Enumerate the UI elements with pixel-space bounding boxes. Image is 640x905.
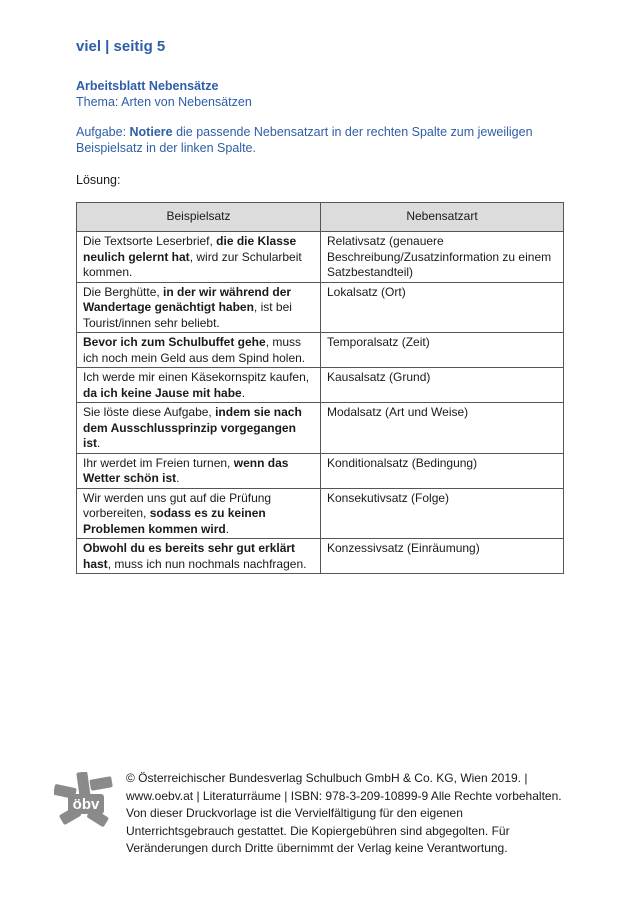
main-clause-text: . bbox=[176, 471, 180, 485]
solution-label: Lösung: bbox=[76, 173, 121, 187]
table-row bbox=[77, 488, 564, 539]
main-clause-text: Wir werden uns gut auf die Prüfung vorbereiten, bbox=[83, 490, 272, 520]
main-clause-text: , muss ich noch mein Geld aus dem Spind holen. bbox=[83, 335, 306, 365]
task-rest: die passende Nebensatzart in der rechten Spalte zum jeweiligen Beispielsatz in der linken Spalte. bbox=[76, 125, 533, 155]
worksheet-topic: Thema: Arten von Nebensätzen bbox=[76, 95, 252, 109]
example-sentence-cell bbox=[77, 539, 321, 574]
task-verb: Notiere bbox=[129, 125, 173, 139]
clause-type-cell: Modalsatz (Art und Weise) bbox=[321, 403, 564, 454]
main-clause-text: Ihr werdet im Freien turnen, bbox=[83, 455, 234, 470]
example-sentence-cell bbox=[77, 488, 321, 539]
clause-type-cell: Kausalsatz (Grund) bbox=[321, 368, 564, 403]
subordinate-clause: indem sie nach dem Ausschlussprinzip vorgegangen ist bbox=[83, 405, 302, 450]
worksheet-title: Arbeitsblatt Nebensätze bbox=[76, 79, 219, 93]
clause-type-cell: Konsekutivsatz (Folge) bbox=[321, 488, 564, 539]
subordinate-clause: sodass es zu keinen Problemen kommen wird bbox=[83, 506, 266, 536]
main-clause-text: , wird zur Schularbeit kommen. bbox=[83, 249, 302, 279]
page-header-title: viel | seitig 5 bbox=[76, 38, 166, 55]
oebv-logo-icon bbox=[54, 772, 116, 834]
header-nebensatzart: Nebensatzart bbox=[321, 203, 564, 232]
subordinate-clause: in der wir während der Wandertage genächtigt haben bbox=[83, 284, 292, 314]
main-clause-text: . bbox=[225, 521, 230, 536]
main-clause-text: , ist bei Tourist/innen sehr beliebt. bbox=[83, 300, 292, 330]
main-clause-text: . bbox=[97, 436, 101, 450]
example-sentence-cell bbox=[77, 403, 321, 454]
table-row bbox=[77, 333, 564, 368]
table-row bbox=[77, 453, 564, 488]
logo-text: öbv bbox=[72, 796, 100, 813]
table-row bbox=[77, 403, 564, 454]
table-row bbox=[77, 539, 564, 574]
header-beispielsatz: Beispielsatz bbox=[77, 203, 321, 232]
main-clause-text: , muss ich nun nochmals nachfragen. bbox=[107, 556, 307, 571]
subordinate-clause: Bevor ich zum Schulbuffet gehe bbox=[83, 335, 266, 349]
example-sentence-cell bbox=[77, 282, 321, 333]
subordinate-clause: wenn das Wetter schön ist bbox=[83, 455, 289, 485]
task-prefix: Aufgabe: bbox=[76, 125, 130, 139]
table-row bbox=[77, 368, 564, 403]
main-clause-text: Die Textsorte Leserbrief, bbox=[83, 234, 217, 248]
subordinate-clause: Obwohl du es bereits sehr gut erklärt hast bbox=[83, 541, 296, 571]
clause-type-cell: Konzessivsatz (Einräumung) bbox=[321, 539, 564, 574]
example-sentence-cell bbox=[77, 333, 321, 368]
main-clause-text: Ich werde mir einen Käsekornspitz kaufen, bbox=[83, 370, 310, 384]
main-clause-text: Die Berghütte, bbox=[83, 284, 164, 299]
nebensatz-table bbox=[76, 202, 564, 574]
example-sentence-cell bbox=[77, 232, 321, 283]
example-sentence-cell bbox=[77, 453, 321, 488]
clause-type-cell: Relativsatz (genauere Beschreibung/Zusatzinformation zu einem Satzbestandteil) bbox=[321, 232, 564, 283]
table-header-row bbox=[77, 203, 564, 232]
task-instruction bbox=[76, 124, 556, 156]
example-sentence-cell bbox=[77, 368, 321, 403]
subordinate-clause: die die Klasse neulich gelernt hat bbox=[83, 234, 297, 264]
main-clause-text: . bbox=[241, 385, 246, 400]
clause-type-cell: Temporalsatz (Zeit) bbox=[321, 333, 564, 368]
table-body bbox=[77, 232, 564, 574]
clause-type-cell: Lokalsatz (Ort) bbox=[321, 282, 564, 333]
copyright-footer: © Österreichischer Bundesverlag Schulbuch GmbH & Co. KG, Wien 2019. | www.oebv.at | Literaturräume | ISBN: 978-3-209-10899-9 Alle Rechte vorbehalten. Von dieser Druckvorlage ist die Vervielfältigung für den eigenen Unterrichtsgebrauch gestattet. Die Kopiergebühren sind abgegolten. Für Veränderungen durch Dritte übernimmt der Verlag keine Verantwortung. bbox=[126, 771, 562, 855]
main-clause-text: Sie löste diese Aufgabe, bbox=[83, 405, 216, 419]
clause-type-cell: Konditionalsatz (Bedingung) bbox=[321, 453, 564, 488]
subordinate-clause: da ich keine Jause mit habe bbox=[83, 385, 242, 400]
table-row bbox=[77, 232, 564, 283]
table-row bbox=[77, 282, 564, 333]
